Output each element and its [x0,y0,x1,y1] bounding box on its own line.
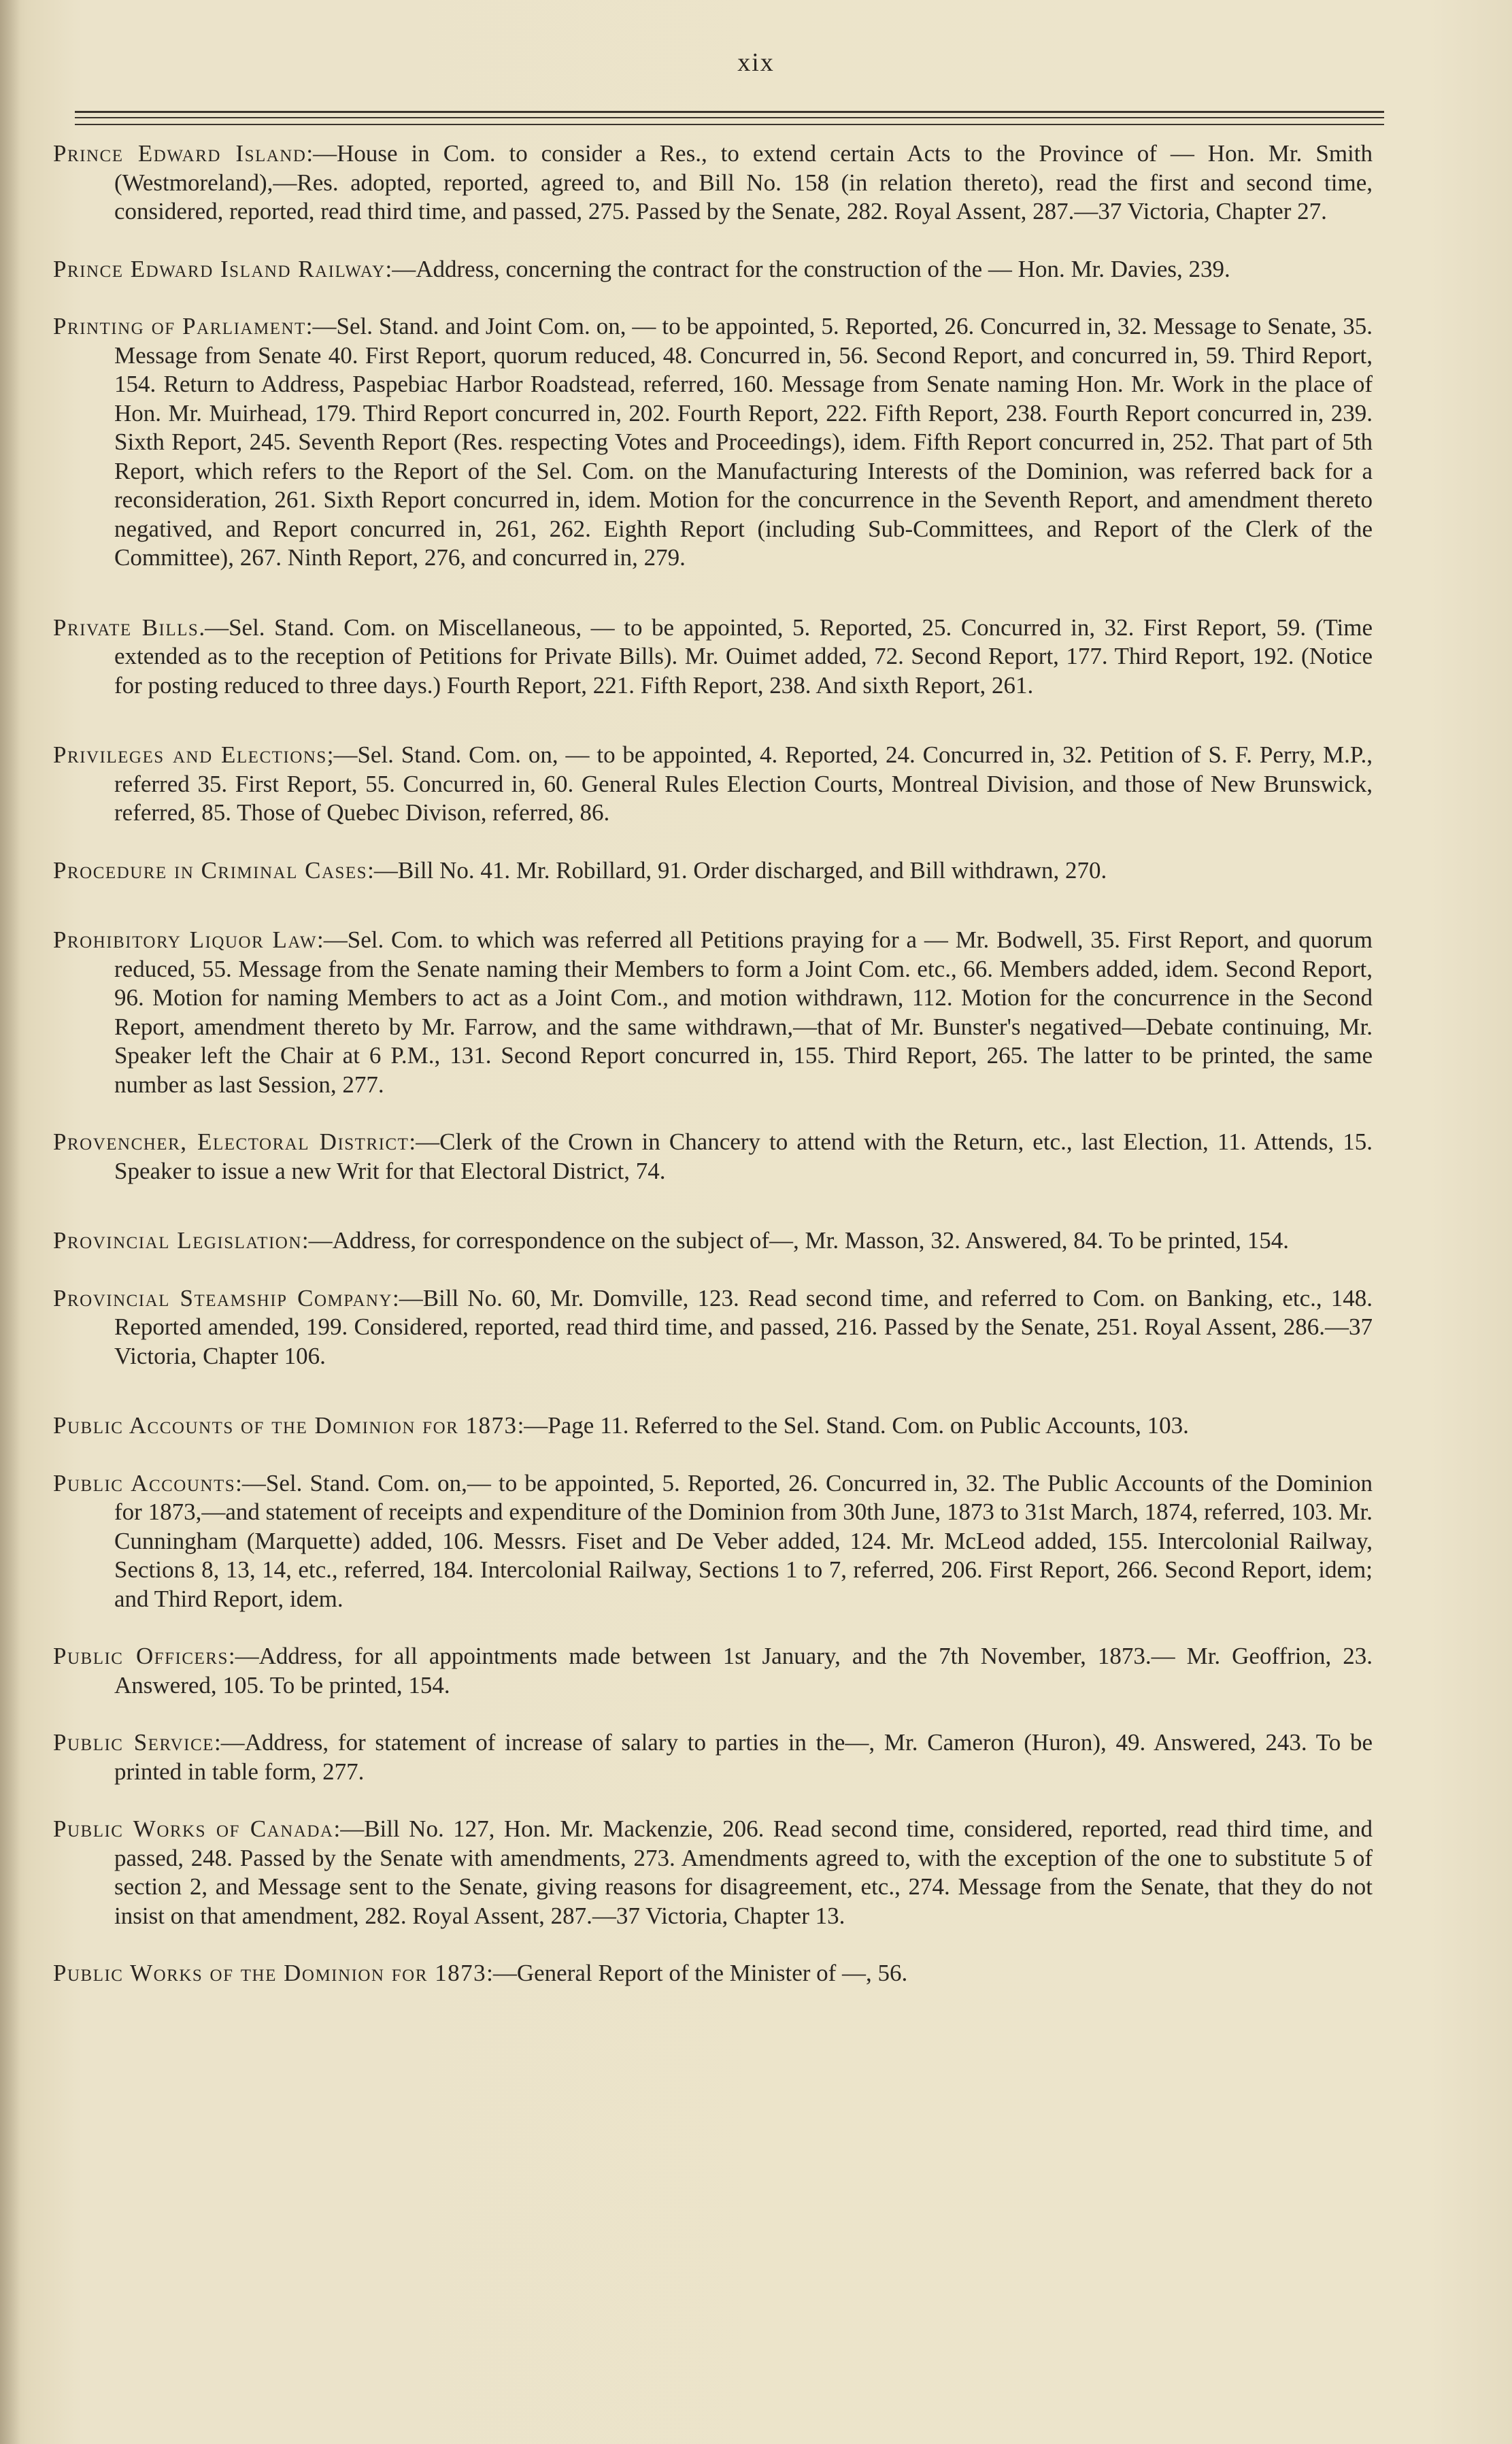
index-entry [53,1959,1373,1988]
entry-heading: Public Works of the Dominion for 1873 [53,1960,487,1986]
entry-text: :—Bill No. 127, Hon. Mr. Mackenzie, 206. Read second time, considered, reported, read third time, and passed, 248. Passed by the Senate with amendments, 273. Amendments agreed to, with the exception of the one to substitute 5 of section 2, and Message sent to the Senate, giving reasons for disagreement, etc., 274. Message from the Senate, that they do not insist on that amendment, 282. Royal Assent, 287.—37 Victoria, Chapter 13. [114,1815,1373,1929]
entry-text: :—Address, concerning the contract for the construction of the — Hon. Mr. Davies, 239. [385,255,1230,282]
entry-heading: Procedure in Criminal Cases [53,856,368,884]
entry-text: :—Sel. Com. to which was referred all Petitions praying for a — Mr. Bodwell, 35. First Report, and quorum reduced, 55. Message from the Senate naming their Members to form a Joint Com. etc., 66. Members added, idem. Second Report, 96. Motion for naming Members to act as a Joint Com., and motion withdrawn, 112. Motion for the concurrence in the Second Report, amendment thereto by Mr. Farrow, and the same withdrawn,—that of Mr. Bunster's negatived—Debate continuing, Mr. Speaker left the Chair at 6 P.M., 131. Second Report concurred in, 155. Third Report, 265. The latter to be printed, the same number as last Session, 277. [114,926,1373,1098]
entry-heading: Prohibitory Liquor Law [53,926,318,953]
header-rule-middle [75,117,1384,118]
index-entry [53,614,1373,701]
index-entries [53,139,1373,1988]
entry-heading: Prince Edward Island Railway [53,255,386,282]
index-entry [53,139,1373,227]
entry-text: ;—Sel. Stand. Com. on, — to be appointed, 4. Reported, 24. Concurred in, 32. Petition of S. F. Perry, M.P., referred 35. First Report, 55. Concurred in, 60. General Rules Election Courts, Montreal Division, and those of New Brunswick, referred, 85. Those of Quebec Divison, referred, 86. [114,741,1373,826]
index-entry [53,312,1373,573]
entry-text: :—Address, for statement of increase of salary to parties in the—, Mr. Cameron (Huron), 49. Answered, 243. To be printed in table form, 277. [114,1729,1373,1785]
entry-heading: Provincial Legislation [53,1227,302,1254]
entry-heading: Public Works of Canada [53,1815,334,1842]
header-rule-top [75,111,1384,113]
entry-text: .—Sel. Stand. Com. on Miscellaneous, — to be appointed, 5. Reported, 25. Concurred in, 32. First Report, 59. (Time extended as to the reception of Petitions for Private Bills). Mr. Ouimet added, 72. Second Report, 177. Third Report, 192. (Notice for posting reduced to three days.) Fourth Report, 221. Fifth Report, 238. And sixth Report, 261. [114,614,1373,699]
index-entry [53,1469,1373,1614]
entry-heading: Public Accounts [53,1469,236,1496]
entry-text: :—Address, for correspondence on the subject of—, Mr. Masson, 32. Answered, 84. To be printed, 154. [301,1227,1289,1254]
header-rule-bottom [75,124,1384,125]
index-entry [53,926,1373,1099]
index-entry [53,741,1373,828]
index-entry [53,1284,1373,1371]
entry-heading: Privileges and Elections [53,741,327,768]
entry-heading: Printing of Parliament [53,313,306,339]
entry-text: :—Bill No. 41. Mr. Robillard, 91. Order discharged, and Bill withdrawn, 270. [367,856,1107,884]
entry-text: :—General Report of the Minister of —, 56. [486,1960,908,1986]
binding-shadow [0,0,20,2444]
entry-text: :—Clerk of the Crown in Chancery to attend with the Return, etc., last Election, 11. Attends, 15. Speaker to issue a new Writ for that Electoral District, 74. [114,1128,1373,1184]
entry-text: :—Sel. Stand. and Joint Com. on, — to be appointed, 5. Reported, 26. Concurred in, 32. Message to Senate, 35. Message from Senate 40. First Report, quorum reduced, 48. Concurred in, 56. Second Report, and concurred in, 59. Third Report, 154. Return to Address, Paspebiac Harbor Roadstead, referred, 160. Message from Senate naming Hon. Mr. Work in the place of Hon. Mr. Muirhead, 179. Third Report concurred in, 202. Fourth Report, 222. Fifth Report, 238. Fourth Report concurred in, 239. Sixth Report, 245. Seventh Report (Res. respecting Votes and Proceedings), idem. Fifth Report concurred in, 252. That part of 5th Report, which refers to the Report of the Sel. Com. on the Manufacturing Interests of the Dominion, was referred back for a reconsideration, 261. Sixth Report concurred in, idem. Motion for the concurrence in the Seventh Report, and amendment thereto negatived, and Report concurred in, 261, 262. Eighth Report (including Sub-Committees, and Report of the Clerk of the Committee), 267. Ninth Report, 276, and concurred in, 279. [114,313,1373,571]
page-number: xix [737,48,775,77]
entry-heading: Private Bills [53,614,199,641]
index-entry [53,1411,1373,1441]
index-entry [53,856,1373,886]
entry-heading: Public Accounts of the Dominion for 1873 [53,1412,518,1439]
entry-text: :—Sel. Stand. Com. on,— to be appointed, 5. Reported, 26. Concurred in, 32. The Public Accounts of the Dominion for 1873,—and statement of receipts and expenditure of the Dominion from 30th June, 1873 to 31st March, 1874, referred, 103. Mr. Cunningham (Marquette) added, 106. Messrs. Fiset and De Veber added, 124. Mr. McLeod added, 155. Intercolonial Railway, Sections 8, 13, 14, etc., referred, 184. Intercolonial Railway, Sections 1 to 7, referred, 206. First Report, 266. Second Report, idem; and Third Report, idem. [114,1469,1373,1612]
entry-heading: Public Service [53,1729,214,1756]
index-entry [53,1642,1373,1700]
entry-text: :—Bill No. 60, Mr. Domville, 123. Read second time, and referred to Com. on Banking, etc., 148. Reported amended, 199. Considered, reported, read third time, and passed, 216. Passed by the Senate, 251. Royal Assent, 286.—37 Victoria, Chapter 106. [114,1284,1373,1369]
index-entry [53,255,1373,284]
index-entry [53,1128,1373,1186]
entry-text: :—Page 11. Referred to the Sel. Stand. Com. on Public Accounts, 103. [517,1412,1189,1439]
entry-text: :—House in Com. to consider a Res., to extend certain Acts to the Province of — Hon. Mr. Smith (Westmoreland),—Res. adopted, reported, agreed to, and Bill No. 158 (in relation thereto), read the first and second time, considered, reported, read third time, and passed, 275. Passed by the Senate, 282. Royal Assent, 287.—37 Victoria, Chapter 27. [114,140,1373,224]
index-entry [53,1226,1373,1256]
entry-text: :—Address, for all appointments made between 1st January, and the 7th November, 1873.— Mr. Geoffrion, 23. Answered, 105. To be printed, 154. [114,1643,1373,1698]
index-entry [53,1728,1373,1786]
entry-heading: Provencher, Electoral District [53,1128,409,1155]
entry-heading: Prince Edward Island [53,140,307,167]
entry-heading: Public Officers [53,1643,229,1669]
entry-heading: Provincial Steamship Company [53,1284,393,1311]
index-entry [53,1815,1373,1930]
